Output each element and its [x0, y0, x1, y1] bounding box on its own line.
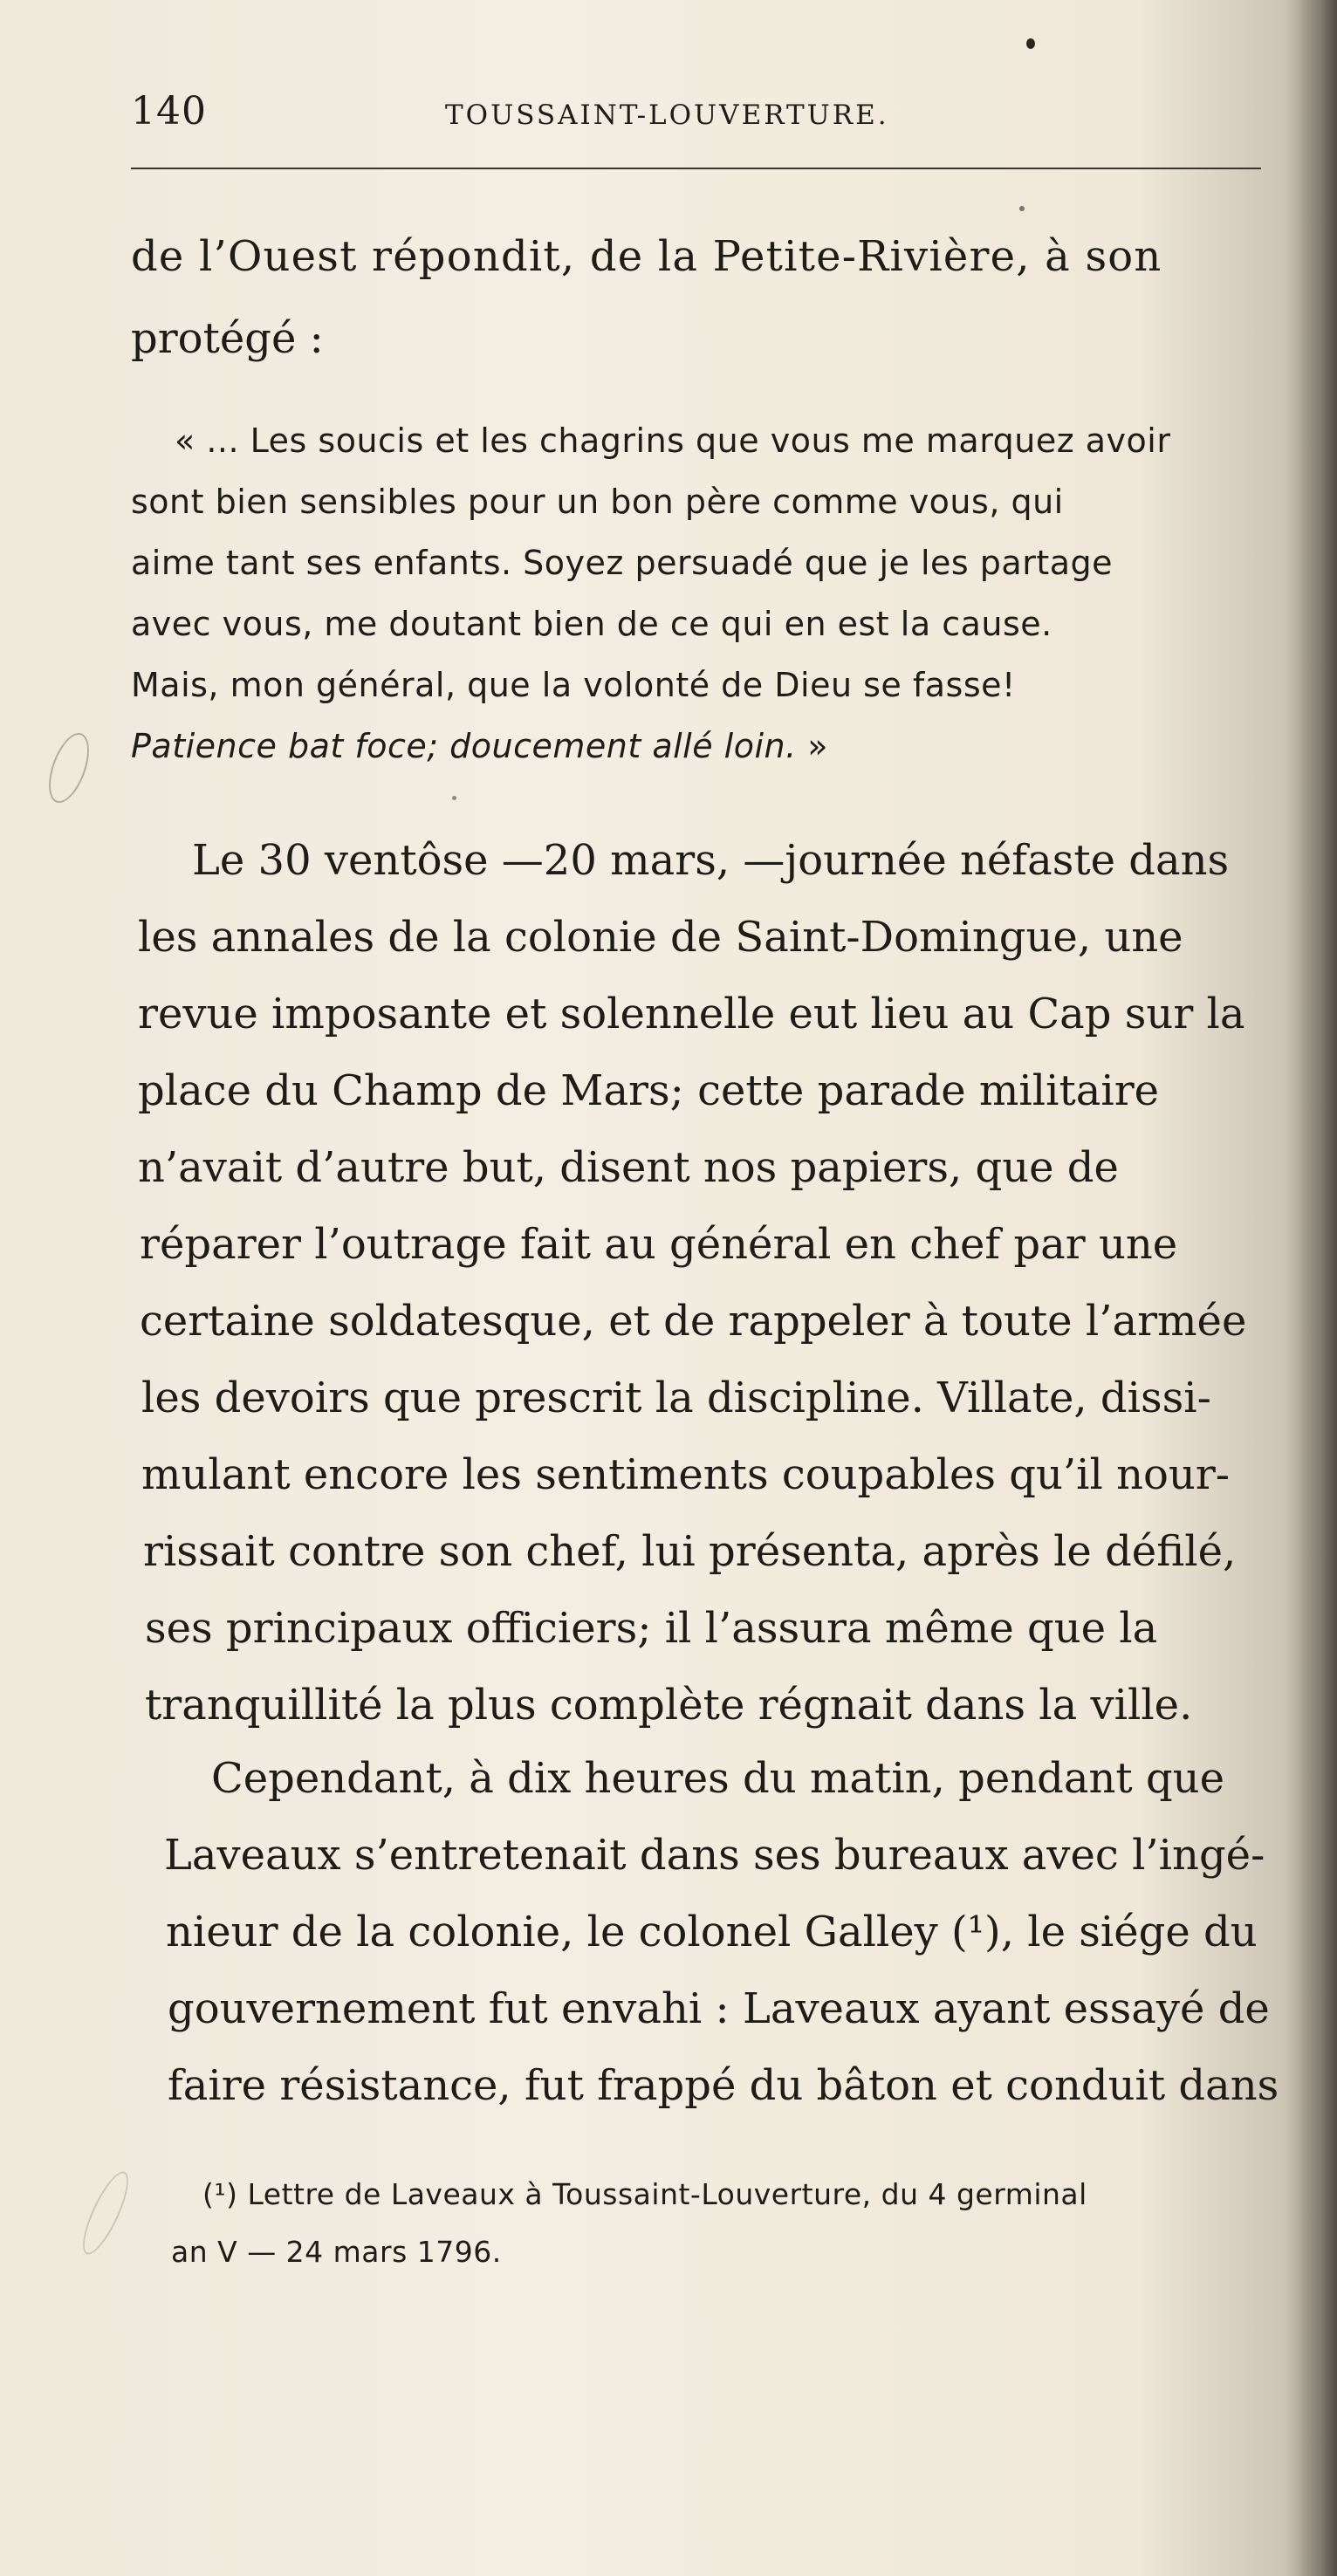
text-line: nieur de la colonie, le colonel Galley (¹), le siége du — [166, 1908, 1258, 1956]
page-header — [131, 89, 1265, 141]
text-line: réparer l’outrage fait au général en chef par une — [140, 1220, 1178, 1269]
quote-line-last — [131, 727, 829, 765]
quote-line: Mais, mon général, que la volonté de Dieu se fasse! — [131, 666, 1016, 704]
quote-line: « ... Les soucis et les chagrins que vous me marquez avoir — [175, 421, 1171, 460]
pencil-mark — [74, 2167, 136, 2260]
text-line: mulant encore les sentiments coupables qu’il nour- — [141, 1450, 1230, 1499]
pencil-mark — [41, 728, 97, 808]
text-line: ses principaux officiers; il l’assura même que la — [145, 1604, 1158, 1653]
page-edge-shadow — [1285, 0, 1337, 2576]
quote-line: sont bien sensibles pour un bon père comme vous, qui — [131, 483, 1064, 521]
text-line: tranquillité la plus complète régnait dans la ville. — [145, 1681, 1193, 1730]
text-line: rissait contre son chef, lui présenta, après le défilé, — [143, 1527, 1237, 1576]
text-line: les devoirs que prescrit la discipline. Villate, dissi- — [141, 1374, 1211, 1422]
text-line: de l’Ouest répondit, de la Petite-Rivière, à son — [131, 232, 1162, 281]
footnote-line: (¹) Lettre de Laveaux à Toussaint-Louverture, du 4 germinal — [202, 2177, 1087, 2211]
text-line: faire résistance, fut frappé du bâton et conduit dans — [168, 2061, 1279, 2110]
footnote-line: an V — 24 mars 1796. — [171, 2235, 502, 2269]
running-title: TOUSSAINT-LOUVERTURE. — [445, 99, 889, 131]
ink-speck — [1019, 206, 1025, 211]
text-line: Cependant, à dix heures du matin, pendant que — [211, 1754, 1224, 1803]
text-line: les annales de la colonie de Saint-Domingue, une — [138, 913, 1183, 962]
quote-line: aime tant ses enfants. Soyez persuadé que je les partage — [131, 544, 1114, 582]
creole-proverb: Patience bat foce; doucement allé loin. — [131, 727, 797, 765]
text-line: place du Champ de Mars; cette parade militaire — [138, 1066, 1160, 1115]
ink-speck — [452, 796, 456, 800]
text-line: n’avait d’autre but, disent nos papiers, que de — [138, 1143, 1119, 1192]
text-line: protégé : — [131, 314, 324, 363]
closing-quote-mark: » — [796, 727, 829, 765]
text-line: Le 30 ventôse —20 mars, —journée néfaste dans — [192, 836, 1230, 885]
quote-line: avec vous, me doutant bien de ce qui en est la cause. — [131, 605, 1052, 643]
text-line: Laveaux s’entretenait dans ses bureaux avec l’ingé- — [164, 1831, 1265, 1880]
page-number: 140 — [131, 89, 207, 134]
text-line: gouvernement fut envahi : Laveaux ayant essayé de — [168, 1984, 1270, 2033]
text-line: revue imposante et solennelle eut lieu au Cap sur la — [138, 990, 1245, 1038]
header-rule — [131, 168, 1261, 169]
text-line: certaine soldatesque, et de rappeler à toute l’armée — [140, 1297, 1247, 1346]
ink-speck — [1026, 38, 1035, 49]
